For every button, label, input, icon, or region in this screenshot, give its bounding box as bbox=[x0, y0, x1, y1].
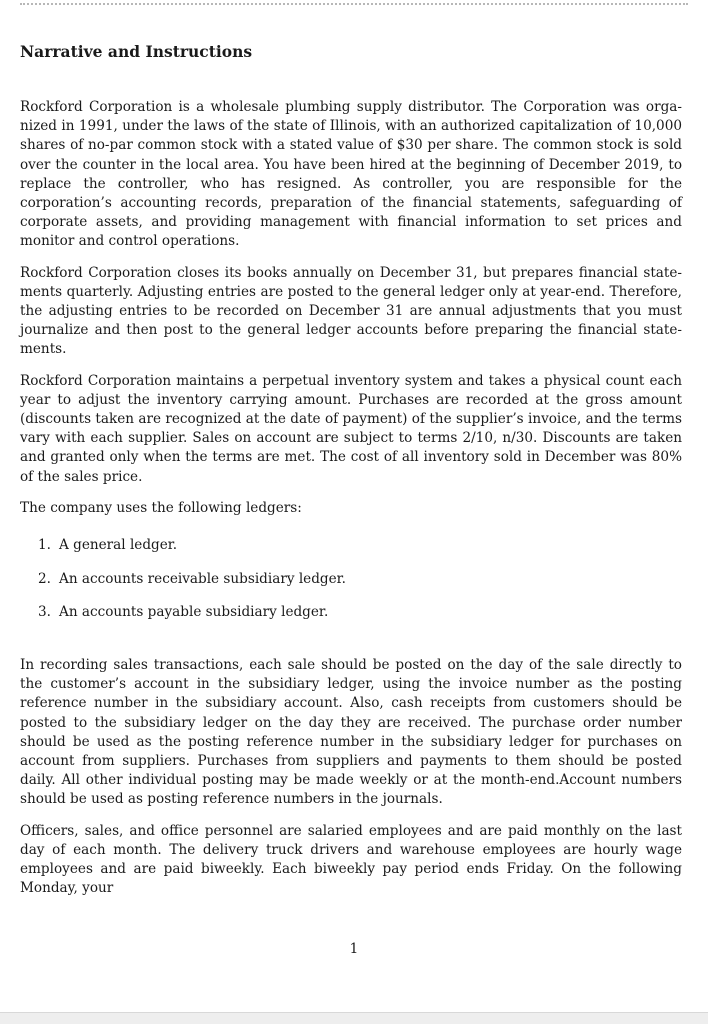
list-item bbox=[38, 603, 682, 622]
paragraph-closing-books: Rockford Corporation closes its books annually on December 31, but prepares financial state-ments quarterly. Adjusting entries are posted to the general ledger only at year-end. Therefore, the adjusting entries to be recorded on December 31 are annual adjustments that you must journalize and then post to the general ledger accounts before preparing the financial state-ments. bbox=[20, 264, 682, 358]
document-body bbox=[20, 98, 682, 911]
list-item-number: 2. bbox=[38, 570, 51, 587]
list-item bbox=[38, 570, 682, 589]
list-item bbox=[38, 536, 682, 555]
paragraph-company-overview: Rockford Corporation is a wholesale plumbing supply distributor. The Corporation was orga-nized in 1991, under the laws of the state of Illinois, with an authorized capitalization of 10,000 shares of no-par common stock with a stated value of $30 per share. The common stock is sold over the counter in the local area. You have been hired at the beginning of December 2019, to replace the controller, who has resigned. As controller, you are responsible for the corporation’s accounting records, preparation of the financial statements, safeguarding of corporate assets, and providing management with financial information to set prices and monitor and control operations. bbox=[20, 99, 682, 250]
list-item-number: 3. bbox=[38, 604, 51, 621]
list-item-text: An accounts payable subsidiary ledger. bbox=[59, 604, 329, 621]
viewer-bottom-edge bbox=[0, 1012, 708, 1024]
list-item-text: A general ledger. bbox=[59, 537, 178, 554]
list-item-text: An accounts receivable subsidiary ledger. bbox=[59, 570, 347, 587]
ledger-list bbox=[20, 536, 682, 622]
list-item-number: 1. bbox=[38, 537, 51, 554]
paragraph-payroll: Officers, sales, and office personnel are salaried employees and are paid monthly on the last day of each month. The delivery truck drivers and warehouse employees are hourly wage employees and are paid biweekly. Each biweekly pay period ends Friday. On the following Monday, your bbox=[20, 822, 682, 897]
paragraph-inventory-system: Rockford Corporation maintains a perpetual inventory system and takes a physical count each year to adjust the inventory carrying amount. Purchases are recorded at the gross amount (discounts taken are recognized at the date of payment) of the supplier’s invoice, and the terms vary with each supplier. Sales on account are subject to terms 2/10, n/30. Discounts are taken and granted only when the terms are met. The cost of all inventory sold in December was 80% of the sales price. bbox=[20, 372, 682, 485]
paragraph-posting-instructions: In recording sales transactions, each sale should be posted on the day of the sale directly to the customer’s account in the subsidiary ledger, using the invoice number as the posting reference number in the subsidiary account. Also, cash receipts from customers should be posted to the subsidiary ledger on the day they are received. The purchase order number should be used as the posting reference number in the subsidiary ledger for purchases on account from suppliers. Purchases from suppliers and payments to them should be posted daily. All other individual posting may be made weekly or at the month-end.Account numbers should be used as posting reference numbers in the journals. bbox=[20, 657, 682, 808]
page-number: 1 bbox=[349, 941, 359, 957]
top-dotted-rule bbox=[20, 3, 688, 5]
paragraph-ledgers-intro: The company uses the following ledgers: bbox=[20, 499, 302, 516]
section-title: Narrative and Instructions bbox=[20, 42, 253, 61]
